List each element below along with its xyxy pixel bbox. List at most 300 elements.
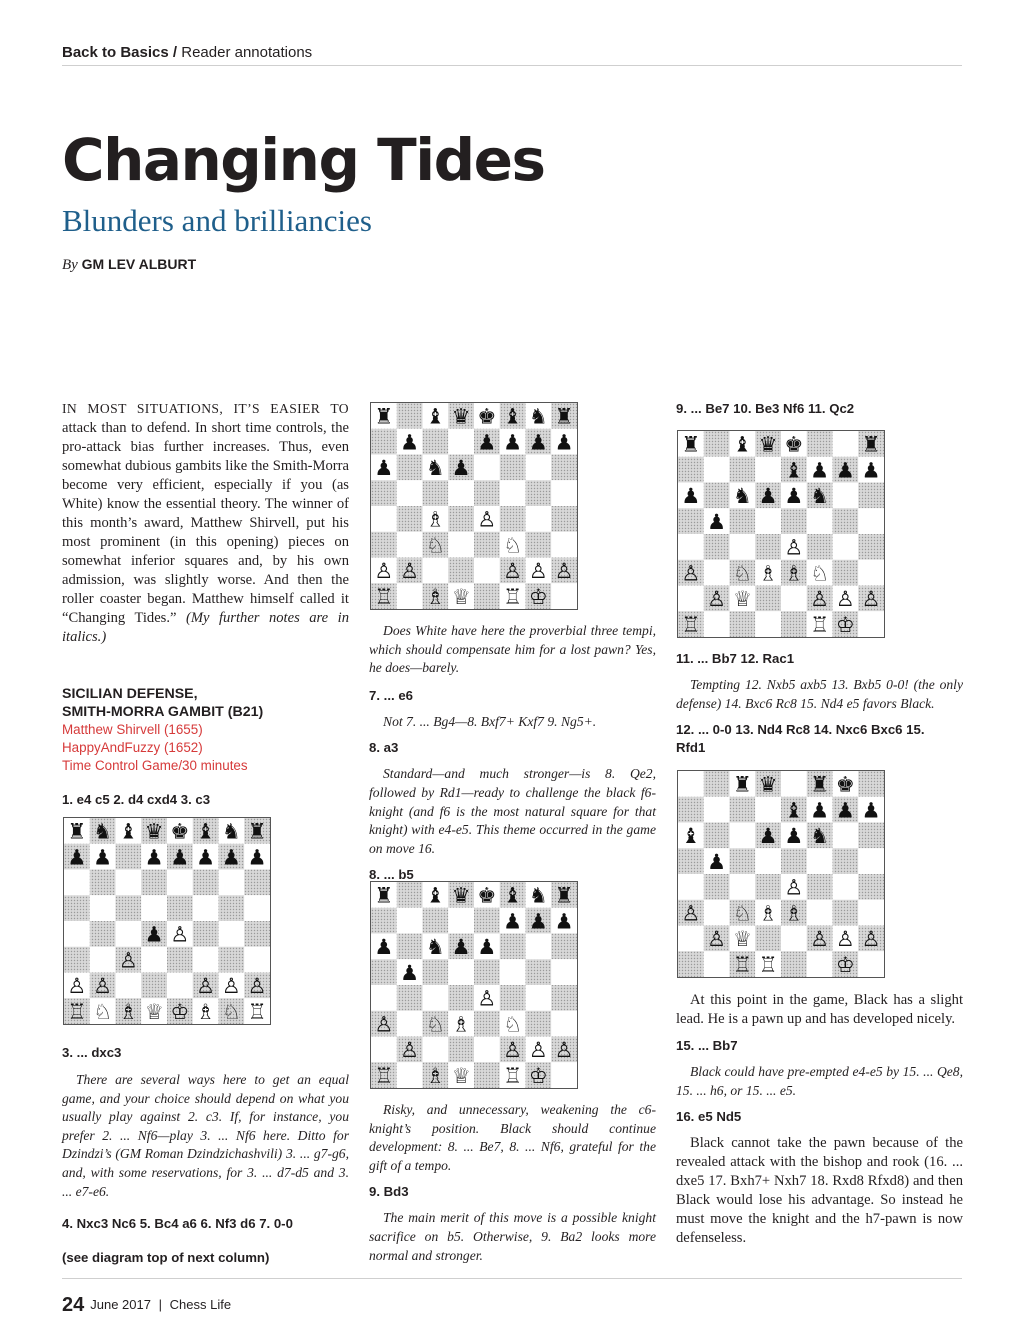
white-king-icon: ♔ <box>528 1062 548 1088</box>
black-pawn-icon: ♟ <box>554 429 574 455</box>
light-square <box>730 874 756 900</box>
light-square <box>704 797 730 823</box>
dark-square <box>167 947 193 973</box>
dark-square <box>397 403 423 429</box>
white-pawn-icon: ♙ <box>170 921 190 947</box>
white-queen-icon: ♕ <box>732 926 752 952</box>
white-rook-icon: ♖ <box>681 611 701 637</box>
black-bishop-icon: ♝ <box>784 457 804 483</box>
light-square <box>807 951 833 977</box>
black-pawn-icon: ♟ <box>835 457 855 483</box>
black-queen-icon: ♛ <box>758 771 778 797</box>
dark-square <box>244 870 270 896</box>
note-bg4: Not 7. ... Bg4—8. Bxf7+ Kxf7 9. Ng5+. <box>383 713 597 729</box>
chessboard <box>64 818 270 1024</box>
moves-15-bb7: 15. ... Bb7 <box>676 1038 738 1053</box>
dark-square <box>704 483 730 509</box>
white-knight-icon: ♘ <box>732 900 752 926</box>
white-bishop-icon: ♗ <box>425 506 445 532</box>
light-square <box>833 874 859 900</box>
white-pawn-icon: ♙ <box>374 558 394 584</box>
dark-square <box>781 508 807 534</box>
dark-square <box>551 985 577 1011</box>
dark-square <box>219 947 245 973</box>
black-pawn-icon: ♟ <box>528 429 548 455</box>
moves-9-bd3: 9. Bd3 <box>369 1184 409 1200</box>
black-pawn-icon: ♟ <box>554 908 574 934</box>
black-knight-icon: ♞ <box>93 818 113 844</box>
white-rook-icon: ♖ <box>374 1062 394 1088</box>
black-bishop-icon: ♝ <box>196 818 216 844</box>
moves-2: 3. ... dxc3 <box>62 1045 122 1060</box>
white-knight-icon: ♘ <box>221 998 241 1024</box>
light-square <box>704 951 730 977</box>
dark-square <box>678 848 704 874</box>
dark-square <box>90 921 116 947</box>
black-pawn-icon: ♟ <box>67 844 87 870</box>
white-player: Matthew Shirvell (1655) <box>62 722 203 737</box>
black-rook-icon: ♜ <box>732 771 752 797</box>
light-square <box>448 480 474 506</box>
opening-name <box>62 686 349 721</box>
dark-square <box>116 844 142 870</box>
white-bishop-icon: ♗ <box>425 583 445 609</box>
light-square <box>526 455 552 481</box>
light-square <box>833 823 859 849</box>
black-rook-icon: ♜ <box>554 882 574 908</box>
white-pawn-icon: ♙ <box>835 586 855 612</box>
light-square <box>755 508 781 534</box>
time-control: Time Control Game/30 minutes <box>62 758 248 773</box>
white-pawn-icon: ♙ <box>477 506 497 532</box>
dark-square <box>730 797 756 823</box>
white-knight-icon: ♘ <box>503 532 523 558</box>
white-bishop-icon: ♗ <box>451 1011 471 1037</box>
moves-8-b5: 8. ... b5 <box>369 867 414 883</box>
moves-1: 1. e4 c5 2. d4 cxd4 3. c3 <box>62 792 211 807</box>
black-knight-icon: ♞ <box>810 823 830 849</box>
note-preempt: Black could have pre-empted e4-e5 by 15. ... Qe8, 15. ... h6, or 15. ... e5. <box>676 1064 963 1098</box>
moves-11-12: 11. ... Bb7 12. Rac1 <box>676 651 795 666</box>
black-knight-icon: ♞ <box>221 818 241 844</box>
white-pawn-icon: ♙ <box>835 926 855 952</box>
white-bishop-icon: ♗ <box>758 560 778 586</box>
dark-square <box>858 534 884 560</box>
light-square <box>397 583 423 609</box>
article-title: Changing Tides <box>62 126 545 194</box>
white-rook-icon: ♖ <box>374 583 394 609</box>
dark-square <box>474 532 500 558</box>
black-rook-icon: ♜ <box>681 431 701 457</box>
white-bishop-icon: ♗ <box>196 998 216 1024</box>
light-square <box>193 947 219 973</box>
light-square <box>219 921 245 947</box>
diagram-after-3-c3 <box>63 817 271 1025</box>
light-square <box>397 532 423 558</box>
white-pawn-icon: ♙ <box>503 1037 523 1063</box>
white-knight-icon: ♘ <box>503 1011 523 1037</box>
light-square <box>551 959 577 985</box>
dark-square <box>500 455 526 481</box>
dark-square <box>90 870 116 896</box>
note-tempting: Tempting 12. Nxb5 axb5 13. Bxb5 0-0! (the only defense) 14. Bxc6 Rc8 15. Nd4 e5 favors Black. <box>676 677 963 711</box>
black-king-icon: ♚ <box>784 431 804 457</box>
article-subtitle: Blunders and brilliancies <box>62 203 372 238</box>
dark-square <box>371 532 397 558</box>
moves-12-15-line2: Rfd1 <box>676 740 706 756</box>
dark-square <box>448 558 474 584</box>
white-rook-icon: ♖ <box>732 951 752 977</box>
moves-9-11: 9. ... Be7 10. Be3 Nf6 11. Qc2 <box>676 401 855 416</box>
black-bishop-icon: ♝ <box>425 403 445 429</box>
dark-square <box>244 921 270 947</box>
light-square <box>244 947 270 973</box>
white-knight-icon: ♘ <box>732 560 752 586</box>
white-bishop-icon: ♗ <box>758 900 778 926</box>
column-3 <box>676 650 963 757</box>
light-square <box>526 934 552 960</box>
light-square <box>704 457 730 483</box>
light-square <box>730 534 756 560</box>
black-pawn-icon: ♟ <box>835 797 855 823</box>
light-square <box>64 921 90 947</box>
white-king-icon: ♔ <box>528 583 548 609</box>
dark-square <box>730 457 756 483</box>
dark-square <box>193 921 219 947</box>
intro-lead: IN MOST SITUATIONS, IT’S EASIER TO <box>62 401 349 416</box>
dark-square <box>730 508 756 534</box>
column-3-lower <box>676 991 963 1248</box>
dark-square <box>219 895 245 921</box>
black-pawn-icon: ♟ <box>707 848 727 874</box>
dark-square <box>781 611 807 637</box>
dark-square <box>448 506 474 532</box>
light-square <box>755 611 781 637</box>
white-pawn-icon: ♙ <box>681 560 701 586</box>
white-pawn-icon: ♙ <box>810 926 830 952</box>
light-square <box>141 895 167 921</box>
dark-square <box>704 823 730 849</box>
dark-square <box>371 429 397 455</box>
dark-square <box>755 926 781 952</box>
dark-square <box>371 959 397 985</box>
column-1 <box>62 399 349 809</box>
black-pawn-icon: ♟ <box>400 959 420 985</box>
black-rook-icon: ♜ <box>554 403 574 429</box>
light-square <box>858 900 884 926</box>
black-pawn-icon: ♟ <box>374 455 394 481</box>
dark-square <box>781 848 807 874</box>
light-square <box>448 532 474 558</box>
light-square <box>807 508 833 534</box>
black-rook-icon: ♜ <box>861 431 881 457</box>
dark-square <box>500 985 526 1011</box>
dark-square <box>397 455 423 481</box>
dark-square <box>551 506 577 532</box>
white-rook-icon: ♖ <box>758 951 778 977</box>
intro-italic-note: (My further notes are in italics.) <box>62 610 349 645</box>
light-square <box>526 985 552 1011</box>
dark-square <box>858 874 884 900</box>
light-square <box>474 455 500 481</box>
light-square <box>858 508 884 534</box>
white-pawn-icon: ♙ <box>554 558 574 584</box>
light-square <box>755 848 781 874</box>
white-bishop-icon: ♗ <box>784 560 804 586</box>
light-square <box>397 480 423 506</box>
black-rook-icon: ♜ <box>810 771 830 797</box>
dark-square <box>397 506 423 532</box>
black-king-icon: ♚ <box>835 771 855 797</box>
black-queen-icon: ♛ <box>144 818 164 844</box>
dark-square <box>807 874 833 900</box>
white-king-icon: ♔ <box>835 611 855 637</box>
white-pawn-icon: ♙ <box>784 874 804 900</box>
dark-square <box>371 908 397 934</box>
white-bishop-icon: ♗ <box>118 998 138 1024</box>
moves-16-e5: 16. e5 Nd5 <box>676 1109 742 1125</box>
white-pawn-icon: ♙ <box>528 558 548 584</box>
dark-square <box>704 874 730 900</box>
chessboard <box>678 431 884 637</box>
dark-square <box>678 951 704 977</box>
black-king-icon: ♚ <box>477 403 497 429</box>
white-pawn-icon: ♙ <box>221 973 241 999</box>
black-pawn-icon: ♟ <box>144 844 164 870</box>
para-slight-lead: At this point in the game, Black has a slight lead. He is a pawn up and has developed nicely. <box>676 992 963 1027</box>
byline <box>62 256 196 274</box>
light-square <box>858 951 884 977</box>
light-square <box>397 908 423 934</box>
light-square <box>371 1037 397 1063</box>
light-square <box>474 558 500 584</box>
dark-square <box>858 771 884 797</box>
diagram-after-9-bd3 <box>370 881 578 1089</box>
black-queen-icon: ♛ <box>758 431 778 457</box>
dark-square <box>678 457 704 483</box>
white-pawn-icon: ♙ <box>707 926 727 952</box>
black-pawn-icon: ♟ <box>477 934 497 960</box>
black-pawn-icon: ♟ <box>681 483 701 509</box>
subsection-name: Reader annotations <box>181 44 313 61</box>
footer-separator: | <box>158 1297 162 1312</box>
column-2-lower <box>369 1101 656 1265</box>
para-revealed-attack: Black cannot take the pawn because of the revealed attack with the bishop and rook (16. ... dxe5 17. Bxh7+ Nxh7 18. Rxd8 Rfxd8) and then Black would lose his advantage. So instead he must move the knight and the h7-pawn is now defenseless. <box>676 1135 963 1247</box>
dark-square <box>474 480 500 506</box>
white-knight-icon: ♘ <box>810 560 830 586</box>
black-pawn-icon: ♟ <box>247 844 267 870</box>
light-square <box>448 429 474 455</box>
white-knight-icon: ♘ <box>93 998 113 1024</box>
light-square <box>397 1011 423 1037</box>
dark-square <box>833 560 859 586</box>
white-pawn-icon: ♙ <box>93 973 113 999</box>
diagram-after-11-qc2 <box>677 430 885 638</box>
black-bishop-icon: ♝ <box>425 882 445 908</box>
light-square <box>704 560 730 586</box>
chessboard <box>371 403 577 609</box>
white-pawn-icon: ♙ <box>528 1037 548 1063</box>
black-knight-icon: ♞ <box>810 483 830 509</box>
black-pawn-icon: ♟ <box>784 483 804 509</box>
light-square <box>526 506 552 532</box>
black-pawn-icon: ♟ <box>861 797 881 823</box>
black-bishop-icon: ♝ <box>784 797 804 823</box>
black-pawn-icon: ♟ <box>93 844 113 870</box>
white-bishop-icon: ♗ <box>425 1062 445 1088</box>
light-square <box>371 985 397 1011</box>
light-square <box>551 532 577 558</box>
note-qe2: Standard—and much stronger—is 8. Qe2, followed by Rd1—ready to challenge the black f6-knight (and f6 is the most natural square for that knight) with e4-e5. This theme occurred in the game on move 16. <box>369 766 656 856</box>
white-pawn-icon: ♙ <box>118 947 138 973</box>
light-square <box>423 985 449 1011</box>
black-knight-icon: ♞ <box>425 455 445 481</box>
white-queen-icon: ♕ <box>732 586 752 612</box>
dark-square <box>64 947 90 973</box>
dark-square <box>500 934 526 960</box>
light-square <box>423 1037 449 1063</box>
light-square <box>858 848 884 874</box>
light-square <box>730 823 756 849</box>
black-pawn-icon: ♟ <box>170 844 190 870</box>
white-pawn-icon: ♙ <box>861 926 881 952</box>
dark-square <box>423 959 449 985</box>
light-square <box>781 586 807 612</box>
dark-square <box>833 508 859 534</box>
column-3-top <box>676 400 963 418</box>
dark-square <box>448 1037 474 1063</box>
dark-square <box>551 934 577 960</box>
section-name: Back to Basics <box>62 44 169 61</box>
issue-date: June 2017 <box>90 1297 151 1312</box>
black-pawn-icon: ♟ <box>528 908 548 934</box>
light-square <box>90 947 116 973</box>
light-square <box>678 771 704 797</box>
black-pawn-icon: ♟ <box>758 823 778 849</box>
dark-square <box>500 506 526 532</box>
dark-square <box>64 895 90 921</box>
section-kicker <box>62 44 312 61</box>
light-square <box>551 480 577 506</box>
white-queen-icon: ♕ <box>451 1062 471 1088</box>
light-square <box>755 457 781 483</box>
dark-square <box>474 583 500 609</box>
black-pawn-icon: ♟ <box>861 457 881 483</box>
dark-square <box>448 985 474 1011</box>
white-knight-icon: ♘ <box>425 532 445 558</box>
white-king-icon: ♔ <box>170 998 190 1024</box>
light-square <box>833 431 859 457</box>
diagram-after-7-0-0 <box>370 402 578 610</box>
light-square <box>704 611 730 637</box>
white-pawn-icon: ♙ <box>247 973 267 999</box>
white-pawn-icon: ♙ <box>810 586 830 612</box>
dark-square <box>474 1062 500 1088</box>
see-diagram-note: (see diagram top of next column) <box>62 1250 270 1266</box>
magazine-name: Chess Life <box>169 1297 232 1312</box>
white-rook-icon: ♖ <box>503 1062 523 1088</box>
moves-8-a3: 8. a3 <box>369 740 399 756</box>
white-pawn-icon: ♙ <box>196 973 216 999</box>
note-3-dxc3: There are several ways here to get an equal game, and your choice should depend on what you usually play against 2. c3. If, for instance, you prefer 2. ... Nf6—play 3. ... Nf6 here. Ditto for Dzindzi’s (GM Roman Dzindzichashvili) 3. ... g7-g6, and, with some reservations, for 3. ... d7-d5 and 3. ... e7-e6. <box>62 1072 349 1199</box>
light-square <box>371 506 397 532</box>
black-knight-icon: ♞ <box>732 483 752 509</box>
moves-7-e6: 7. ... e6 <box>369 687 413 703</box>
light-square <box>781 771 807 797</box>
light-square <box>755 797 781 823</box>
column-1-lower <box>62 1044 349 1267</box>
light-square <box>423 558 449 584</box>
dark-square <box>858 483 884 509</box>
dark-square <box>423 908 449 934</box>
black-pawn-icon: ♟ <box>144 921 164 947</box>
black-knight-icon: ♞ <box>425 934 445 960</box>
light-square <box>474 1037 500 1063</box>
dark-square <box>193 870 219 896</box>
black-knight-icon: ♞ <box>528 403 548 429</box>
black-queen-icon: ♛ <box>451 882 471 908</box>
white-pawn-icon: ♙ <box>374 1011 394 1037</box>
dark-square <box>397 934 423 960</box>
black-pawn-icon: ♟ <box>810 797 830 823</box>
light-square <box>678 926 704 952</box>
black-pawn-icon: ♟ <box>477 429 497 455</box>
white-pawn-icon: ♙ <box>861 586 881 612</box>
diagram-after-15-rfd1 <box>677 770 885 978</box>
black-pawn-icon: ♟ <box>374 934 394 960</box>
white-king-icon: ♔ <box>835 951 855 977</box>
black-king-icon: ♚ <box>477 882 497 908</box>
dark-square <box>116 895 142 921</box>
black-king-icon: ♚ <box>170 818 190 844</box>
dark-square <box>397 882 423 908</box>
white-pawn-icon: ♙ <box>503 558 523 584</box>
light-square <box>167 870 193 896</box>
light-square <box>833 483 859 509</box>
dark-square <box>755 534 781 560</box>
white-queen-icon: ♕ <box>144 998 164 1024</box>
light-square <box>551 583 577 609</box>
light-square <box>678 586 704 612</box>
moves-12-15-line1: 12. ... 0-0 13. Nd4 Rc8 14. Nxc6 Bxc6 15. <box>676 722 925 738</box>
black-rook-icon: ♜ <box>374 882 394 908</box>
page-footer <box>62 1294 231 1317</box>
moves-12-15 <box>676 721 963 757</box>
white-pawn-icon: ♙ <box>67 973 87 999</box>
light-square <box>193 895 219 921</box>
black-bishop-icon: ♝ <box>503 403 523 429</box>
black-pawn-icon: ♟ <box>707 508 727 534</box>
light-square <box>141 947 167 973</box>
dark-square <box>730 611 756 637</box>
dark-square <box>167 895 193 921</box>
light-square <box>90 895 116 921</box>
dark-square <box>833 900 859 926</box>
black-pawn-icon: ♟ <box>758 483 778 509</box>
footer-rule <box>62 1278 962 1279</box>
dark-square <box>807 534 833 560</box>
light-square <box>116 921 142 947</box>
dark-square <box>704 431 730 457</box>
by-word: By <box>62 257 78 273</box>
dark-square <box>423 429 449 455</box>
light-square <box>833 534 859 560</box>
light-square <box>678 534 704 560</box>
black-pawn-icon: ♟ <box>400 429 420 455</box>
black-player: HappyAndFuzzy (1652) <box>62 740 203 755</box>
black-pawn-icon: ♟ <box>451 934 471 960</box>
black-pawn-icon: ♟ <box>221 844 241 870</box>
